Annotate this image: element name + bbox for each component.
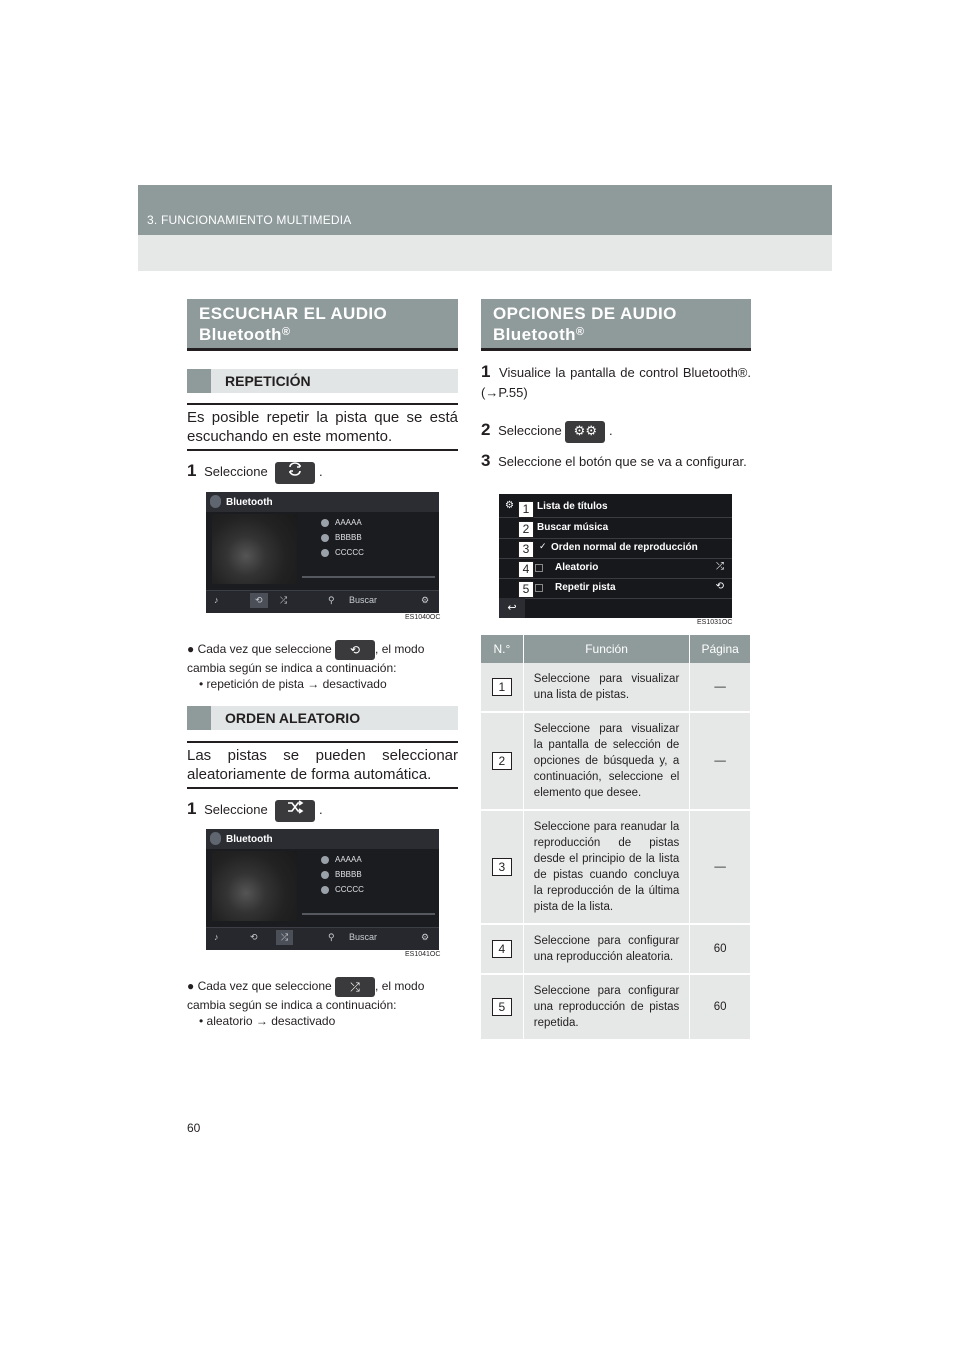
- step-text: Seleccione: [204, 802, 268, 817]
- shuffle-icon: [275, 800, 315, 822]
- shuffle-icon: ⤮: [716, 561, 724, 572]
- step-number: 1: [187, 461, 197, 480]
- shuffle-description: Las pistas se pueden seleccionar aleatoriamente de forma automática.: [187, 741, 458, 789]
- header-bar: [138, 185, 832, 235]
- callout-5: 5: [518, 581, 534, 598]
- option-search-music: Buscar música: [537, 522, 609, 533]
- music-note-icon: [321, 519, 329, 527]
- settings-gear-icon: ⚙: [421, 595, 430, 605]
- image-code: ES1031OC: [697, 619, 733, 626]
- table-header-row: [481, 635, 751, 663]
- shuffle-icon: ⤮: [276, 930, 293, 945]
- options-step-3: 3 Seleccione el botón que se va a configurar.: [481, 451, 747, 470]
- shuffle-step: 1 Seleccione .: [187, 799, 323, 822]
- callout-2: 2: [518, 521, 534, 538]
- repeat-icon: ⟲: [335, 640, 375, 660]
- progress-bar: [302, 576, 435, 578]
- function-table: [481, 635, 751, 1041]
- column-header-page: Página: [690, 635, 751, 663]
- callout-1: 1: [518, 501, 534, 518]
- shuffle-icon: ⤮: [335, 977, 375, 997]
- repeat-icon: ⟲: [715, 581, 724, 592]
- option-shuffle: Aleatorio: [555, 562, 599, 573]
- section-heading-line1: ESCUCHAR EL AUDIO: [199, 304, 388, 323]
- table-row: 5 Seleccione para configurar una reproducción de pistas repetida. 60: [481, 974, 751, 1040]
- repeat-bullet: ● Cada vez que seleccione ⟲ , el modo cambia según se indica a continuación: • repetición de pista → desactivado: [187, 640, 458, 692]
- shuffle-mode-sequence: • aleatorio → desactivado: [199, 1014, 336, 1028]
- bluetooth-icon: [210, 832, 221, 845]
- table-row: 4 Seleccione para configurar una reproducción aleatoria. 60: [481, 924, 751, 974]
- music-note-icon: [321, 856, 329, 864]
- subheading-repeat: REPETICIÓN: [187, 369, 458, 393]
- callout-4: 4: [518, 561, 534, 578]
- album-icon: [321, 534, 329, 542]
- registered-mark: ®: [281, 326, 291, 338]
- column-header-number: N.°: [481, 635, 523, 663]
- section-heading-listen: [187, 299, 458, 351]
- step-text: Seleccione: [204, 464, 268, 479]
- option-normal-order: Orden normal de reproducción: [551, 542, 698, 553]
- settings-gear-icon: ⚙: [421, 932, 430, 942]
- repeat-step: 1 Seleccione .: [187, 461, 323, 484]
- image-code: ES1040OC: [405, 614, 441, 621]
- repeat-description: Es posible repetir la pista que se está escuchando en este momento.: [187, 403, 458, 451]
- option-track-list: Lista de títulos: [537, 501, 608, 512]
- album-art: [212, 514, 297, 584]
- image-code: ES1041OC: [405, 951, 441, 958]
- back-icon: ↩: [499, 598, 525, 618]
- section-heading-options: [481, 299, 751, 351]
- settings-gear-icon: ⚙⚙: [565, 421, 605, 443]
- repeat-icon: [275, 462, 315, 484]
- search-label: Buscar: [349, 932, 378, 942]
- repeat-icon: ⟲: [250, 932, 258, 942]
- bluetooth-icon: [210, 495, 221, 508]
- repeat-icon: ⟲: [250, 593, 268, 608]
- search-label: Buscar: [349, 595, 378, 605]
- source-icon: ♪: [214, 932, 219, 942]
- section-heading-line2: Bluetooth: [493, 325, 576, 344]
- repeat-mode-sequence: • repetición de pista → desactivado: [199, 677, 387, 691]
- screen-title: Bluetooth: [226, 497, 273, 508]
- column-header-function: Función: [523, 635, 690, 663]
- table-row: 3 Seleccione para reanudar la reproducción de pistas desde el principio de la lista de pistas cuando concluya la reproducción de la última pista de la lista. —: [481, 810, 751, 924]
- table-row: 1 Seleccione para visualizar una lista de pistas. —: [481, 663, 751, 712]
- subheading-shuffle: ORDEN ALEATORIO: [187, 706, 458, 730]
- artist-icon: [321, 549, 329, 557]
- registered-mark: ®: [575, 326, 585, 338]
- artist-icon: [321, 886, 329, 894]
- settings-gear-icon: ⚙: [505, 500, 514, 511]
- progress-bar: [302, 913, 435, 915]
- shuffle-bullet: ● Cada vez que seleccione ⤮ , el modo cambia según se indica a continuación: • aleatorio → desactivado: [187, 977, 458, 1029]
- album-icon: [321, 871, 329, 879]
- shuffle-icon: ⤮: [280, 595, 288, 605]
- bluetooth-screen-shuffle: Bluetooth AAAAA BBBBB CCCCC ♪ ⟲ ⤮ ⚲ Buscar ⚙: [206, 829, 439, 950]
- table-row: 2 Seleccione para visualizar la pantalla de selección de opciones de búsqueda y, a continuación, seleccione el elemento que desee. —: [481, 712, 751, 810]
- album-art: [212, 851, 297, 921]
- bluetooth-screen-repeat: Bluetooth AAAAA BBBBB CCCCC ♪ ⟲ ⤮ ⚲ Buscar ⚙: [206, 492, 439, 613]
- search-icon: ⚲: [328, 932, 335, 942]
- options-step-2: 2 Seleccione ⚙⚙ .: [481, 420, 613, 443]
- callout-3: 3: [518, 541, 534, 558]
- options-step-1: 1 Visualice la pantalla de control Bluetooth®. (→P.55): [481, 362, 751, 400]
- chapter-title: 3. FUNCIONAMIENTO MULTIMEDIA: [147, 213, 352, 227]
- screen-title: Bluetooth: [226, 834, 273, 845]
- search-icon: ⚲: [328, 595, 335, 605]
- step-number: 1: [187, 799, 197, 818]
- options-screen: [499, 494, 732, 618]
- section-heading-line1: OPCIONES DE AUDIO: [493, 304, 677, 323]
- check-icon: ✓: [539, 541, 547, 551]
- source-icon: ♪: [214, 595, 219, 605]
- section-heading-line2: Bluetooth: [199, 325, 282, 344]
- page-number: 60: [187, 1121, 201, 1135]
- option-repeat: Repetir pista: [555, 582, 616, 593]
